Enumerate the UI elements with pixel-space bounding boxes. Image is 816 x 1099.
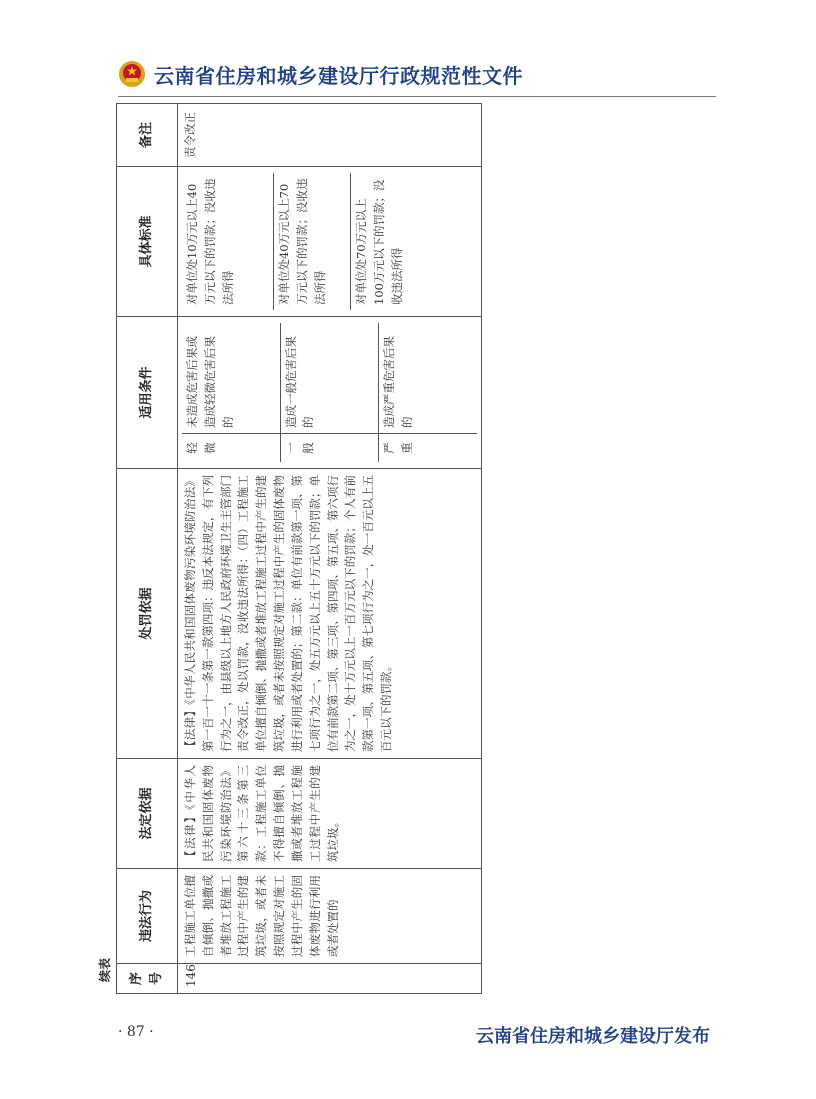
standard-severe: 对单位处70万元以上100万元以下的罚款；没收违法所得 [354,179,404,305]
table-header-row [117,104,178,994]
national-emblem-icon [118,60,146,88]
penalty-basis-text: 【法律】《中华人民共和国固体废物污染环境防治法》第一百一十一条第一款第四项：违反本法规定，有下列行为之一，由县级以上地方人民政府环境卫生主管部门责令改正，处以罚款，没收违法所得：（四）工程施工单位擅自倾倒、抛撒或者堆放工程施工过程中产生的建筑垃圾，或者未按照规定对施工过程中产生的固体废物进行利用或者处置的；第二款：单位有前款第一项、第七项行为之一，处五万元以上五十万元以下的罚款；单位有前款第二项、第三项、第四项、第五项、第六项行为之一，处十万元以上一百万元以下的罚款；个人有前款第一项、第五项、第七项行为之一，处一百元以上五百元以下的罚款。 [178,469,482,759]
page-header [118,56,523,92]
page-number: · 87 · [118,1024,154,1040]
violation-text: 工程施工单位擅自倾倒、抛撒或者堆放工程施工过程中产生的建筑垃圾，或者未按照规定对施工过程中产生的固体废物进行利用或者处置的 [178,869,482,964]
level-label: 轻微 [182,433,280,462]
document-title: 云南省住房和城乡建设厅行政规范性文件 [154,63,523,88]
header-penalty-basis: 处罚依据 [117,469,178,759]
condition-text: 未造成危害后果或造成轻微危害后果的 [185,336,235,428]
continued-label: 续表 [98,957,112,982]
penalty-table [116,103,482,994]
rotated-table-area [96,104,488,994]
header-violation: 违法行为 [117,869,178,964]
standard-general: 对单位处40万元以上70万元以下的罚款；没收违法所得 [274,173,351,310]
header-conditions: 适用条件 [117,317,178,469]
header-standards: 具体标准 [117,167,178,317]
condition-text: 造成一般危害后果的 [283,336,316,428]
standards-cell [178,167,482,317]
header-legal-basis: 法定依据 [117,759,178,869]
table-row [178,104,482,994]
level-label: 严重 [379,433,477,462]
condition-minor [182,323,281,462]
header-divider [118,96,716,97]
row-number: 146 [178,964,482,994]
conditions-cell [178,317,482,469]
level-label: 一般 [281,433,379,462]
condition-text: 造成严重危害后果的 [382,336,415,428]
condition-severe [379,323,477,462]
header-remark: 备注 [117,104,178,167]
legal-basis-text: 【法律】《中华人民共和国固体废物污染环境防治法》第六十三条第三款：工程施工单位不得擅自倾倒、抛撒或者堆放工程施工过程中产生的建筑垃圾。 [178,759,482,869]
remark-text: 责令改正 [178,104,482,167]
standard-minor: 对单位处10万元以上40万元以下的罚款；没收违法所得 [182,173,274,310]
header-number: 序号 [117,964,178,994]
condition-general [281,323,380,462]
publisher-label: 云南省住房和城乡建设厅发布 [476,1026,710,1047]
